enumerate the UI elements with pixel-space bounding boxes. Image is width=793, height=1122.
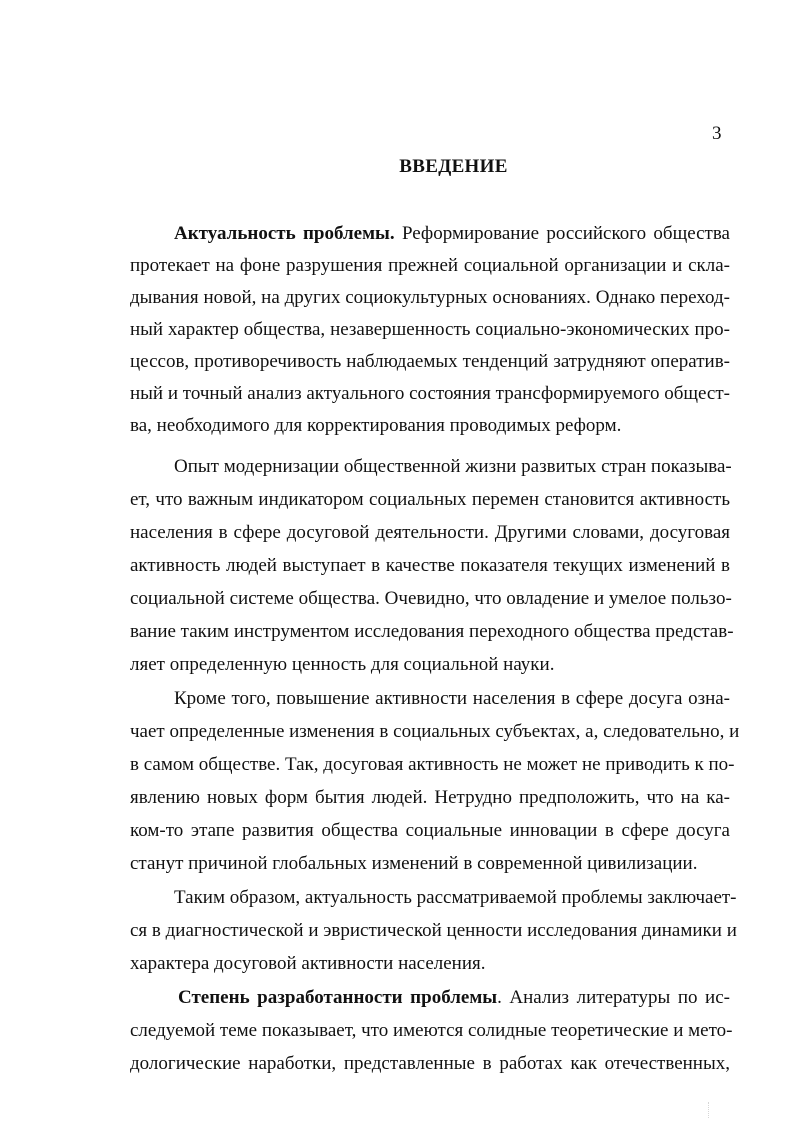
paragraph-line: цессов, противоречивость наблюдаемых тенденций затрудняют оператив- [130,351,730,372]
paragraph-line: населения в сфере досуговой деятельности. Другими словами, досуговая [130,522,730,543]
paragraph-line: Опыт модернизации общественной жизни развитых стран показыва- [174,456,732,477]
paragraph-line: социальной системе общества. Очевидно, что овладение и умелое пользо- [130,588,732,609]
paragraph-line: характера досуговой активности населения. [130,953,486,974]
paragraph-line: следуемой теме показывает, что имеются солидные теоретические и мето- [130,1020,733,1041]
paragraph-lead: Актуальность проблемы. [174,223,395,244]
paragraph-line: Таким образом, актуальность рассматриваемой проблемы заключает- [174,887,737,908]
paragraph-line: в самом обществе. Так, досуговая активность не может не приводить к по- [130,754,735,775]
paragraph-line: Степень разработанности проблемы. Анализ литературы по ис- [178,987,730,1008]
paragraph-line: активность людей выступает в качестве показателя текущих изменений в [130,555,730,576]
paragraph-line: чает определенные изменения в социальных субъектах, а, следовательно, и [130,721,740,742]
paragraph-line: ся в диагностической и эвристической ценности исследования динамики и [130,920,737,941]
scan-artifact [708,1102,723,1118]
paragraph-line: ляет определенную ценность для социальной науки. [130,654,555,675]
paragraph-line: Актуальность проблемы. Реформирование российского общества [174,223,730,244]
paragraph-lead: Степень разработанности проблемы [178,987,498,1008]
paragraph-line: ный характер общества, незавершенность социально-экономических про- [130,319,730,340]
paragraph-line: ва, необходимого для корректирования проводимых реформ. [130,415,622,436]
paragraph-line: протекает на фоне разрушения прежней социальной организации и скла- [130,255,730,276]
paragraph-line: станут причиной глобальных изменений в современной цивилизации. [130,853,698,874]
paragraph-line: Кроме того, повышение активности населения в сфере досуга озна- [174,688,730,709]
paragraph-line: вание таким инструментом исследования переходного общества представ- [130,621,734,642]
paragraph-line: явлению новых форм бытия людей. Нетрудно предположить, что на ка- [130,787,730,808]
section-heading: ВВЕДЕНИЕ [399,156,508,177]
paragraph-line: ный и точный анализ актуального состояния трансформируемого общест- [130,383,730,404]
page-number: 3 [712,123,722,144]
paragraph-line: дывания новой, на других социокультурных основаниях. Однако переход- [130,287,730,308]
paragraph-line: ком-то этапе развития общества социальные инновации в сфере досуга [130,820,730,841]
paragraph-line: дологические наработки, представленные в работах как отечественных, [130,1053,730,1074]
paragraph-line: ет, что важным индикатором социальных перемен становится активность [130,489,730,510]
